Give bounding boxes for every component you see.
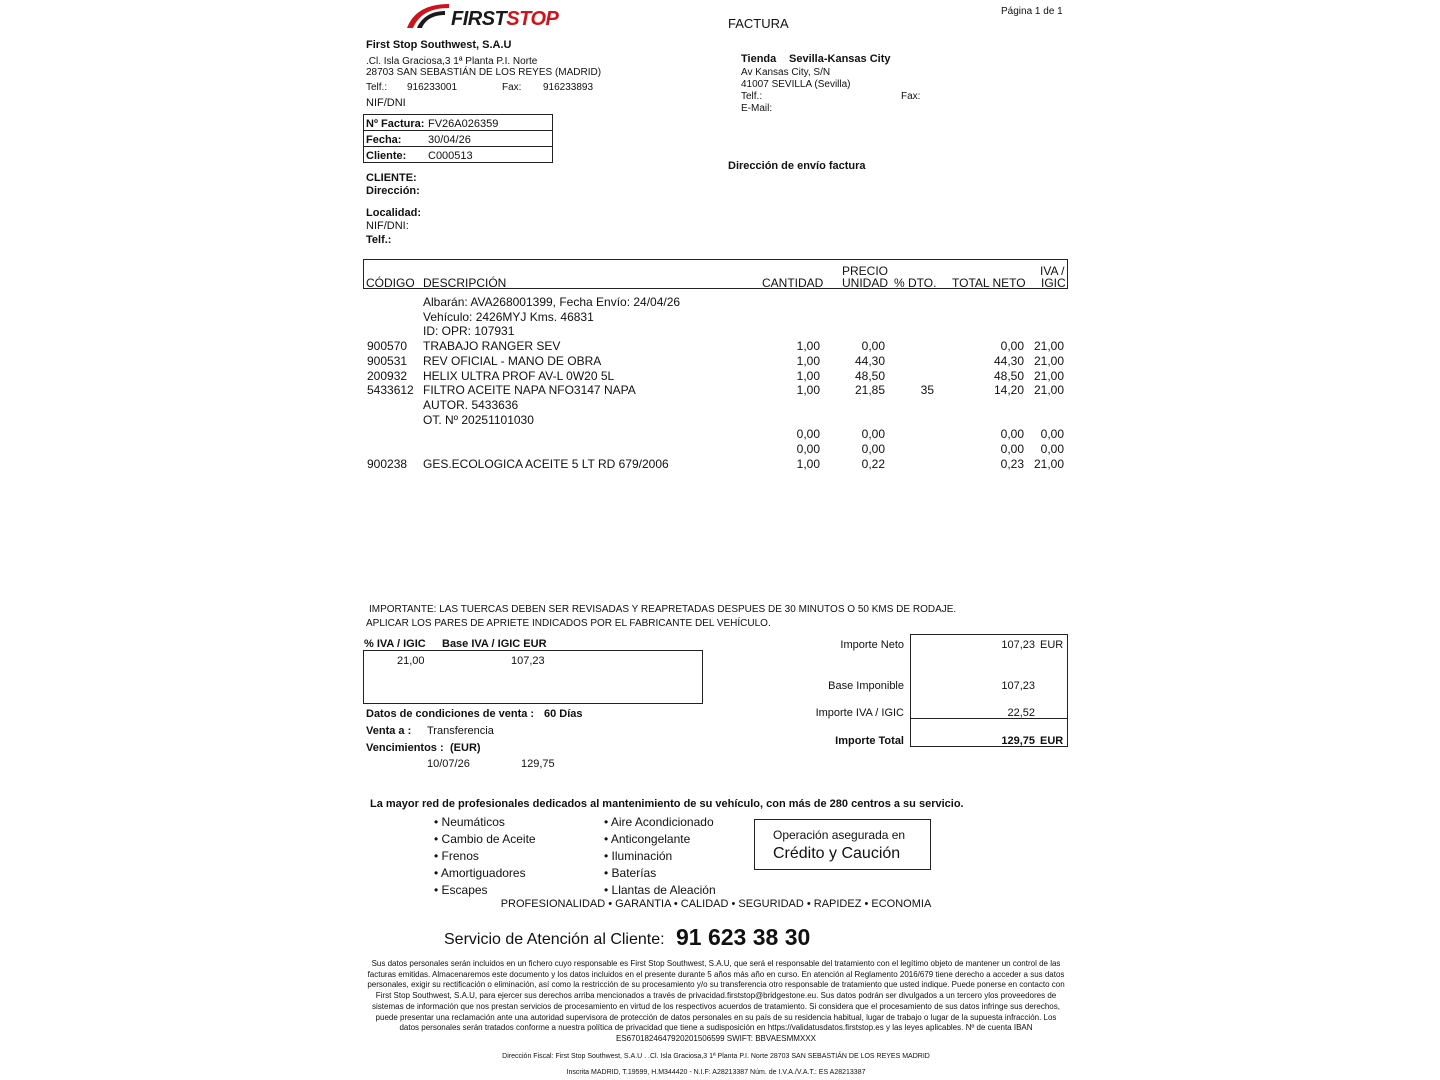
invoice-number: FV26A026359 (428, 118, 499, 130)
cell-iva: 21,00 (1033, 383, 1064, 398)
cell-desc: ID: OPR: 107931 (423, 324, 515, 339)
logo-wordmark: FIRSTSTOP (451, 8, 559, 30)
tire-swoosh-icon (405, 2, 451, 30)
list-item: • Llantas de Aleación (604, 883, 716, 897)
cell-price: 0,00 (861, 427, 885, 442)
list-item: • Iluminación (604, 849, 673, 863)
cell-iva: 21,00 (1033, 456, 1064, 471)
due-date: 10/07/26 (427, 758, 470, 770)
cell-desc: FILTRO ACEITE NAPA NFO3147 NAPA (423, 383, 636, 398)
page-number: Página 1 de 1 (1001, 6, 1063, 17)
cell-desc: HELIX ULTRA PROF AV-L 0W20 5L (423, 368, 615, 383)
table-row (0, 310, 1440, 325)
company-tel-label: Telf.: (366, 82, 388, 93)
cell-desc: REV OFICIAL - MANO DE OBRA (423, 353, 602, 368)
list-item: • Anticongelante (604, 832, 691, 846)
cell-net: 0,00 (1000, 427, 1024, 442)
cell-iva: 21,00 (1033, 368, 1064, 383)
cell-qty: 1,00 (796, 353, 820, 368)
company-name: First Stop Southwest, S.A.U (366, 39, 512, 51)
privacy-notice: Sus datos personales serán incluidos en un fichero cuyo responsable es First Stop Southwest, S.A.U, que será el responsable del tratamiento con el legítimo objeto de mantener un control de las facturas emitidas. Almacenaremos este documento y los datos incluidos en el presente durante 5 años más año en curso. En atención al Reglamento 2016/679 tiene derecho a acceder a sus datos personales, exigir su rectificación o eliminación, así como la restricción de su procesamiento y/o su transferencia otro responsable de tratamiento que usted indique. Puede ponerse en contacto con First Stop Southwest, S.A.U, para ejercer sus derechos arriba mencionados a través de privacidad.firststop@bridgestone.eu. Sus datos podrán ser divulgados a un tercero ylos proveedores de sistemas de información que nos prestan servicios de procesamiento en virtud de los respectivos acuerdos de tratamiento. Si considera que el procesamiento de sus datos infringe sus derechos, puede presentar una reclamación ante una autoridad supervisora de protección de datos personales en su país de su residencia habitual, lugar de trabajo o lugar de la supuesta infracción. Los datos personales serán tratados conforme a nuestra política de privacidad que tiene a sudisposición en https://validatusdatos.firststop.es y las leyes aplicables. Nº de cuenta IBAN ES6701824647920201506599 SWIFT: BBVAESMMXXX (367, 959, 1065, 1043)
fiscal-address: Dirección Fiscal: First Stop Southwest, S.A.U . .Cl. Isla Graciosa,3 1ª Planta P.I. Norte 28703 SAN SEBASTIÁN DE LOS REYES MADRID (502, 1053, 930, 1060)
cell-qty: 1,00 (796, 456, 820, 471)
client-tel-label: Telf.: (366, 234, 392, 246)
invoice-date: 30/04/26 (428, 134, 471, 146)
header-code: CÓDIGO (366, 276, 415, 290)
list-item: • Aire Acondicionado (604, 815, 714, 829)
cell-desc: Vehículo: 2426MYJ Kms. 46831 (423, 309, 594, 324)
header-price-line2: UNIDAD (842, 276, 889, 290)
cell-net: 0,00 (1000, 339, 1024, 354)
net-amount: 107,23 (1001, 639, 1035, 651)
tax-pct-value: 21,00 (397, 655, 425, 667)
services-list-2 (604, 815, 716, 900)
table-row (0, 427, 1440, 442)
iva-amount: 22,52 (1007, 707, 1035, 719)
store-tel-label: Telf.: (741, 91, 763, 102)
header-price-line1: PRECIO (842, 264, 889, 278)
insured-line2: Crédito y Caución (773, 845, 901, 862)
firststop-logo (405, 2, 565, 32)
header-description: DESCRIPCIÓN (423, 276, 507, 290)
company-address-2: 28703 SAN SEBASTIÁN DE LOS REYES (MADRID) (366, 67, 602, 78)
cell-code: 200932 (367, 368, 408, 383)
cell-desc: AUTOR. 5433636 (423, 397, 519, 412)
cell-code: 5433612 (367, 383, 414, 398)
client-locality-label: Localidad: (366, 207, 422, 219)
brand-values: PROFESIONALIDAD • GARANTIA • CALIDAD • SEGURIDAD • RAPIDEZ • ECONOMIA (500, 898, 932, 910)
cell-price: 21,85 (854, 383, 885, 398)
total-currency: EUR (1040, 735, 1064, 747)
company-address-1: .Cl. Isla Graciosa,3 1ª Planta P.I. Norte (366, 56, 538, 67)
document-title: FACTURA (728, 16, 789, 31)
store-address-1: Av Kansas City, S/N (741, 67, 831, 78)
table-row (0, 354, 1440, 369)
cell-price: 0,22 (861, 456, 885, 471)
company-fax: 916233893 (543, 82, 594, 93)
important-notice-line2: APLICAR LOS PARES DE APRIETE INDICADOS POR EL FABRICANTE DEL VEHÍCULO. (366, 618, 771, 629)
cell-iva: 21,00 (1033, 353, 1064, 368)
list-item: • Cambio de Aceite (434, 832, 536, 846)
store-name: Sevilla-Kansas City (789, 53, 891, 65)
cell-desc: GES.ECOLOGICA ACEITE 5 LT RD 679/2006 (423, 456, 669, 471)
invoice-client: C000513 (428, 150, 473, 162)
cell-net: 48,50 (993, 368, 1024, 383)
list-item: • Frenos (434, 849, 479, 863)
cell-dto: 35 (920, 383, 934, 398)
due-currency: (EUR) (450, 742, 481, 754)
list-item: • Neumáticos (434, 815, 505, 829)
cell-desc: TRABAJO RANGER SEV (423, 339, 561, 354)
cell-net: 44,30 (993, 353, 1024, 368)
cell-qty: 1,00 (796, 368, 820, 383)
client-address-label: Dirección: (366, 185, 420, 197)
net-amount-label: Importe Neto (840, 639, 904, 651)
list-item: • Escapes (434, 883, 488, 897)
store-address-2: 41007 SEVILLA (Sevilla) (741, 79, 851, 90)
client-label: CLIENTE: (366, 172, 417, 184)
payment-method-label: Venta a : (366, 725, 412, 737)
cell-qty: 0,00 (796, 442, 820, 456)
cell-iva: 0,00 (1040, 427, 1064, 442)
tax-base-value: 107,23 (511, 655, 545, 667)
cell-iva: 21,00 (1033, 339, 1064, 354)
header-net-total: TOTAL NETO (952, 276, 1026, 290)
cell-qty: 1,00 (796, 383, 820, 398)
table-row (0, 442, 1440, 457)
list-item: • Baterías (604, 866, 657, 880)
table-row (0, 383, 1440, 398)
cell-desc: Albarán: AVA268001399, Fecha Envío: 24/04/26 (423, 295, 681, 309)
due-dates-label: Vencimientos : (366, 742, 444, 754)
store-label: Tienda (741, 53, 777, 65)
customer-service-phone: 91 623 38 30 (676, 924, 811, 950)
services-list-1 (434, 815, 536, 900)
company-tel: 916233001 (407, 82, 458, 93)
total-amount: 129,75 (1001, 735, 1035, 747)
table-row (0, 324, 1440, 339)
invoice-number-label: Nº Factura: (366, 118, 425, 130)
cell-price: 44,30 (854, 353, 885, 368)
total-amount-label: Importe Total (835, 735, 904, 747)
cell-net: 0,00 (1000, 442, 1024, 456)
invoice-date-label: Fecha: (366, 134, 402, 146)
cell-desc: OT. Nº 20251101030 (423, 412, 534, 427)
list-item: • Amortiguadores (434, 866, 526, 880)
net-currency: EUR (1040, 639, 1064, 651)
cell-price: 48,50 (854, 368, 885, 383)
cell-qty: 1,00 (796, 339, 820, 354)
company-fax-label: Fax: (502, 82, 522, 93)
company-nif-label: NIF/DNI (366, 97, 406, 109)
shipping-address-label: Dirección de envío factura (728, 160, 866, 172)
cell-net: 0,23 (1000, 456, 1024, 471)
customer-service-label: Servicio de Atención al Cliente: (444, 931, 665, 948)
cell-price: 0,00 (861, 442, 885, 456)
tax-pct-header: % IVA / IGIC (364, 638, 426, 650)
payment-method-value: Transferencia (427, 725, 494, 737)
insured-line1: Operación asegurada en (773, 828, 906, 842)
taxable-base-label: Base Imponible (828, 680, 904, 692)
table-row (0, 339, 1440, 354)
cell-net: 14,20 (993, 383, 1024, 398)
header-iva-line1: IVA / (1040, 264, 1065, 278)
table-row (0, 413, 1440, 428)
cell-code: 900531 (367, 353, 408, 368)
header-quantity: CANTIDAD (762, 276, 824, 290)
header-iva-line2: IGIC (1041, 276, 1066, 290)
iva-amount-label: Importe IVA / IGIC (815, 707, 904, 719)
cell-iva: 0,00 (1040, 442, 1064, 456)
store-fax-label: Fax: (901, 91, 921, 102)
sale-conditions-value: 60 Días (544, 708, 583, 720)
cell-code: 900238 (367, 456, 408, 471)
cell-price: 0,00 (861, 339, 885, 354)
store-email-label: E-Mail: (741, 103, 773, 114)
table-row (0, 457, 1440, 472)
table-row (0, 398, 1440, 413)
due-amount: 129,75 (521, 758, 555, 770)
client-nif-label: NIF/DNI: (366, 220, 409, 232)
header-discount: % DTO. (894, 276, 937, 290)
divider (363, 146, 553, 147)
table-row (0, 369, 1440, 384)
registry-info: Inscrita MADRID, T.19599, H.M344420 - N.I.F: A28213387 Núm. de I.V.A./V.A.T.: ES A28213387 (566, 1069, 866, 1076)
table-row (0, 295, 1440, 310)
tax-base-header: Base IVA / IGIC EUR (442, 638, 547, 650)
cell-code: 900570 (367, 339, 408, 354)
taxable-base: 107,23 (1001, 680, 1035, 692)
network-headline: La mayor red de profesionales dedicados al mantenimiento de su vehículo, con más de 280 centros a su servicio. (370, 798, 964, 810)
invoice-client-label: Cliente: (366, 150, 407, 162)
cell-qty: 0,00 (796, 427, 820, 442)
important-notice-line1: IMPORTANTE: LAS TUERCAS DEBEN SER REVISADAS Y REAPRETADAS DESPUES DE 30 MINUTOS O 50 KMS DE RODAJE. (369, 604, 957, 615)
sale-conditions-label: Datos de condiciones de venta : (366, 708, 535, 720)
divider (363, 130, 553, 131)
